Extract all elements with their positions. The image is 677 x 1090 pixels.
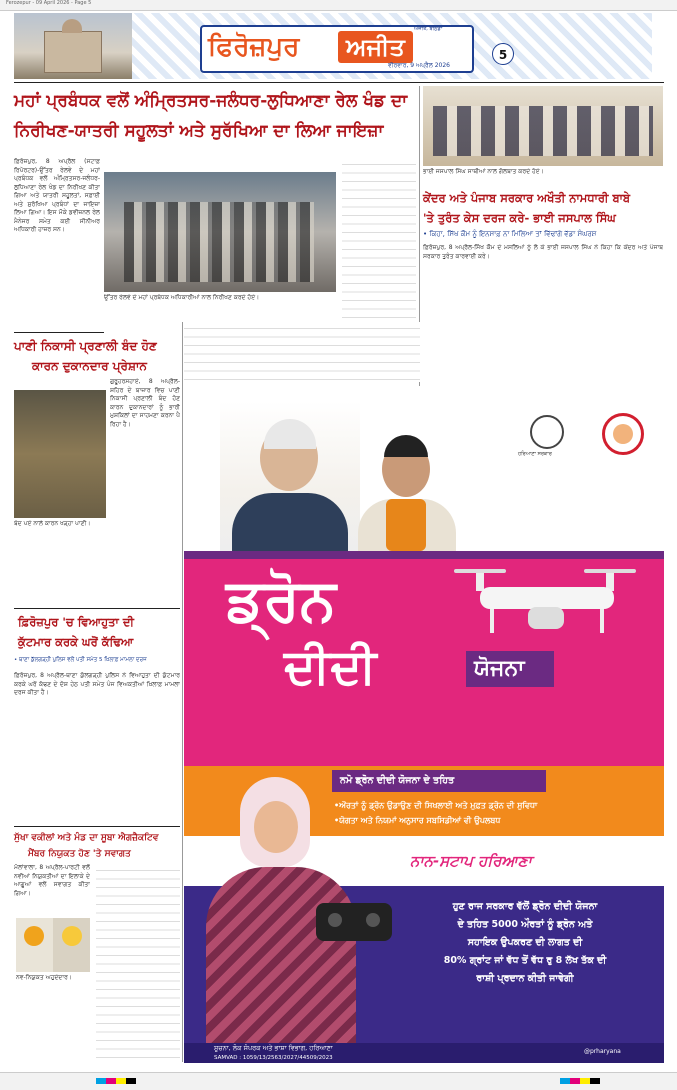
- ad-bullet-1: •ਔਰਤਾਂ ਨੂੰ ਡ੍ਰੋਨ ਉਡਾਉਣ ਦੀ ਸਿਖਲਾਈ ਅਤੇ ਮੁਫ਼ਤ ਡ੍ਰੋਨ ਦੀ ਸੁਵਿਧਾ: [334, 801, 538, 810]
- top-strip: [0, 0, 677, 11]
- lead-photo-caption: ਉੱਤਰ ਰੇਲਵੇ ਦੇ ਮਹਾਂ ਪ੍ਰਬੰਧਕ ਅਧਿਕਾਰੀਆਂ ਨਾਲ ਨਿਰੀਖਣ ਕਰਦੇ ਹੋਏ।: [104, 294, 260, 301]
- drain-caption: ਬੰਦ ਪਏ ਨਾਲੇ ਕਾਰਨ ਖੜ੍ਹਾ ਪਾਣੀ।: [14, 520, 91, 527]
- right-story-photo: [423, 86, 663, 166]
- ad-title-line-2: ਦੀਦੀ: [284, 639, 377, 695]
- sukha-caption: ਨਵ-ਨਿਯੁਕਤ ਅਹੁਦੇਦਾਰ।: [16, 974, 72, 981]
- masthead-right-title: ਅਜੀਤ: [338, 31, 413, 63]
- middle-filler-column: [184, 322, 420, 382]
- remote-controller-icon: [316, 903, 392, 941]
- right-headline-line-1: ਕੇਂਦਰ ਅਤੇ ਪੰਜਾਬ ਸਰਕਾਰ ਅਖੌਤੀ ਨਾਮਧਾਰੀ ਬਾਬੇ: [423, 191, 631, 205]
- bottom-strip: [0, 1072, 677, 1090]
- ad-footer-dept: ਸੂਚਨਾ, ਲੋਕ ਸੰਪਰਕ ਅਤੇ ਭਾਸ਼ਾ ਵਿਭਾਗ, ਹਰਿਆਣਾ: [214, 1044, 333, 1052]
- wife-headline-line-2: ਕੁੱਟਮਾਰ ਕਰਕੇ ਘਰੋਂ ਕੱਢਿਆ: [18, 635, 134, 649]
- rule-drain: [14, 332, 104, 333]
- right-story-body: ਫ਼ਿਰੋਜ਼ਪੁਰ, 8 ਅਪ੍ਰੈਲ-ਸਿੱਖ ਕੌਮ ਦੇ ਮਸਲਿਆਂ ਨੂੰ ਲੈ ਕੇ ਭਾਈ ਜਸਪਾਲ ਸਿੰਘ ਨੇ ਕਿਹਾ ਕਿ ਕੇਂਦਰ ਅਤੇ ਪੰਜਾਬ ਸਰਕਾਰ ਤੁਰੰਤ ਕਾਰਵਾਈ ਕਰੇ।: [423, 244, 663, 260]
- leader-photo-1: [220, 401, 360, 551]
- issue-date: ਵੀਰਵਾਰ, 9 ਅਪ੍ਰੈਲ 2026: [388, 62, 450, 69]
- ad-pink-band: [184, 551, 664, 766]
- lead-story-body: ਫ਼ਿਰੋਜ਼ਪੁਰ, 8 ਅਪ੍ਰੈਲ (ਸਟਾਫ਼ ਰਿਪੋਰਟਰ)-ਉੱਤਰ ਰੇਲਵੇ ਦੇ ਮਹਾਂ ਪ੍ਰਬੰਧਕ ਵਲੋਂ ਅੰਮ੍ਰਿਤਸਰ-ਜਲੰਧਰ-ਲੁਧਿਆਣਾ ਰੇਲ ਖੰਡ ਦਾ ਨਿਰੀਖਣ ਕੀਤਾ ਗਿਆ ਅਤੇ ਯਾਤਰੀ ਸਹੂਲਤਾਂ, ਸਫ਼ਾਈ ਅਤੇ ਸੁਰੱਖਿਆ ਪ੍ਰਬੰਧਾਂ ਦਾ ਜਾਇਜ਼ਾ ਲਿਆ ਗਿਆ। ਇਸ ਮੌਕੇ ਡਵੀਜ਼ਨਲ ਰੇਲ ਮੈਨੇਜਰ ਸਮੇਤ ਕਈ ਸੀਨੀਅਰ ਅਧਿਕਾਰੀ ਹਾਜ਼ਰ ਸਨ।: [14, 158, 100, 233]
- drain-photo: [14, 390, 106, 518]
- dept-label: ਹਰਿਆਣਾ ਸਰਕਾਰ: [518, 451, 552, 457]
- lead-headline-line-2: ਨਿਰੀਖਣ-ਯਾਤਰੀ ਸਹੂਲਤਾਂ ਅਤੇ ਸੁਰੱਖਿਆ ਦਾ ਲਿਆ ਜਾਇਜ਼ਾ: [14, 121, 384, 141]
- ad-para-line-2: ਦੇ ਤਹਿਤ 5000 ਔਰਤਾਂ ਨੂੰ ਡ੍ਰੋਨ ਅਤੇ: [457, 919, 593, 930]
- woman-photo: [196, 771, 396, 1056]
- ad-para-line-3: ਸਹਾਇਕ ਉਪਕਰਣ ਦੀ ਲਾਗਤ ਦੀ: [467, 937, 583, 948]
- ad-paragraph: [394, 898, 656, 988]
- wife-body: ਫ਼ਿਰੋਜ਼ਪੁਰ, 8 ਅਪ੍ਰੈਲ-ਥਾਣਾ ਕੁੱਲਗੜ੍ਹੀ ਪੁਲਿਸ ਨੇ ਵਿਆਹੁਤਾ ਦੀ ਕੁੱਟਮਾਰ ਕਰਕੇ ਘਰੋਂ ਕੱਢਣ ਦੇ ਦੋਸ਼ ਹੇਠ ਪਤੀ ਸਮੇਤ ਪੰਜ ਵਿਅਕਤੀਆਂ ਖ਼ਿਲਾਫ਼ ਮਾਮਲਾ ਦਰਜ ਕੀਤਾ ਹੈ।: [14, 672, 180, 696]
- lead-headline-line-1: ਮਹਾਂ ਪ੍ਰਬੰਧਕ ਵਲੋਂ ਅੰਮ੍ਰਿਤਸਰ-ਜਲੰਧਰ-ਲੁਧਿਆਣਾ ਰੇਲ ਖੰਡ ਦਾ: [14, 91, 408, 111]
- sukha-body-col-2: [96, 864, 180, 1060]
- masthead-building-photo: [14, 13, 132, 79]
- drain-headline-line-2: ਕਾਰਨ ਦੁਕਾਨਦਾਰ ਪ੍ਰੇਸ਼ਾਨ: [32, 359, 147, 373]
- masthead-rule: [14, 82, 664, 83]
- drain-headline-line-1: ਪਾਣੀ ਨਿਕਾਸੀ ਪ੍ਰਣਾਲੀ ਬੰਦ ਹੋਣ: [14, 339, 157, 353]
- sukha-photo: [16, 918, 90, 972]
- drain-body: ਗੁਰੂਹਰਸਹਾਏ, 8 ਅਪ੍ਰੈਲ-ਸ਼ਹਿਰ ਦੇ ਬਾਜ਼ਾਰ ਵਿਚ ਪਾਣੀ ਨਿਕਾਸੀ ਪ੍ਰਣਾਲੀ ਬੰਦ ਹੋਣ ਕਾਰਨ ਦੁਕਾਨਦਾਰਾਂ ਨੂੰ ਭਾਰੀ ਮੁਸ਼ਕਿਲਾਂ ਦਾ ਸਾਹਮਣਾ ਕਰਨਾ ਪੈ ਰਿਹਾ ਹੈ।: [110, 378, 180, 428]
- ad-title-tag: ਯੋਜਨਾ: [474, 656, 525, 681]
- sukha-body: ਮੱਲਾਂਵਾਲਾ, 8 ਅਪ੍ਰੈਲ-ਪਾਰਟੀ ਵਲੋਂ ਨਵੀਆਂ ਨਿਯੁਕਤੀਆਂ ਦਾ ਇਲਾਕੇ ਦੇ ਆਗੂਆਂ ਵਲੋਂ ਸਵਾਗਤ ਕੀਤਾ ਗਿਆ।: [14, 864, 90, 897]
- sukha-headline-line-2: ਮੈਂਬਰ ਨਿਯੁਕਤ ਹੋਣ 'ਤੇ ਸਵਾਗਤ: [28, 849, 131, 859]
- lead-headline: [14, 86, 414, 146]
- edition-line: ਅਜੀਤ, ਬਠਿੰਡਾ: [414, 26, 443, 32]
- ad-para-line-1: ਹੁਣ ਰਾਜ ਸਰਕਾਰ ਵੱਲੋਂ ਡ੍ਰੋਨ ਦੀਦੀ ਯੋਜਨਾ: [452, 901, 598, 912]
- ad-bullet-2: •ਯੋਗਤਾ ਅਤੇ ਨਿਯਮਾਂ ਅਨੁਸਾਰ ਸਬਸਿਡੀਆਂ ਵੀ ਉਪਲਬਧ: [334, 816, 501, 825]
- color-registration-mark-2: [560, 1078, 600, 1084]
- right-story-headline: [423, 188, 667, 240]
- page-number: 5: [498, 48, 508, 62]
- right-headline-line-2: 'ਤੇ ਤੁਰੰਤ ਕੇਸ ਦਰਜ ਕਰੇ- ਭਾਈ ਜਸਪਾਲ ਸਿੰਘ: [423, 211, 616, 225]
- drone-didi-ad: [184, 391, 664, 1063]
- right-photo-caption: ਭਾਈ ਜਸਪਾਲ ਸਿੰਘ ਸਾਥੀਆਂ ਨਾਲ ਗੱਲਬਾਤ ਕਰਦੇ ਹੋਏ।: [423, 168, 544, 175]
- ad-title-tag-box: [466, 651, 554, 687]
- masthead: [14, 13, 664, 79]
- leader-photo-2: [352, 431, 462, 551]
- wife-headline-line-1: ਫ਼ਿਰੋਜ਼ਪੁਰ 'ਚ ਵਿਆਹੁਤਾ ਦੀ: [18, 615, 134, 629]
- color-registration-mark: [96, 1078, 136, 1084]
- ad-para-line-5: ਰਾਸ਼ੀ ਪ੍ਰਦਾਨ ਕੀਤੀ ਜਾਵੇਗੀ: [476, 973, 574, 984]
- sukha-headline-line-1: ਸੁੱਖਾ ਵਕੀਲਾਂ ਅਤੇ ਮੰਡ ਦਾ ਸੂਬਾ ਐਗਜ਼ੈਕਟਿਵ: [14, 833, 159, 843]
- ad-footer: [184, 1043, 664, 1063]
- ad-samvad: SAMVAD : 1059/13/2563/2027/44509/2023: [214, 1055, 333, 1061]
- ad-para-line-4: 80% ਗ੍ਰਾਂਟ ਜਾਂ ਵੱਧ ਤੋਂ ਵੱਧ ਰੁ 8 ਲੱਖ ਤੱਕ ਦੀ: [443, 955, 607, 966]
- ad-banner: [332, 770, 546, 792]
- lead-story-photo: [104, 172, 336, 292]
- wife-subhead: • ਥਾਣਾ ਕੁੱਲਗੜ੍ਹੀ ਪੁਲਿਸ ਵਲੋਂ ਪਤੀ ਸਮੇਤ 5 ਖ਼ਿਲਾਫ਼ ਮਾਮਲਾ ਦਰਜ: [14, 657, 147, 663]
- ad-slogan: ਨਾਨ-ਸਟਾਪ ਹਰਿਆਣਾ: [410, 852, 532, 870]
- drain-headline: [14, 336, 184, 376]
- masthead-title-box: [200, 25, 474, 73]
- ad-social-handle: @prharyana: [584, 1048, 621, 1055]
- ad-top-panel: [184, 391, 664, 551]
- drone-illustration: [450, 561, 640, 641]
- page-number-badge: [492, 43, 514, 65]
- right-story-subhead: • ਕਿਹਾ, ਸਿੱਖ ਕੌਮ ਨੂੰ ਇਨਸਾਫ਼ ਨਾ ਮਿਲਿਆ ਤਾਂ ਵਿੱਢਾਂਗੇ ਵੱਡਾ ਸੰਘਰਸ਼: [423, 230, 597, 238]
- sukha-headline: [14, 830, 180, 862]
- mascot-logo-icon: [602, 413, 644, 455]
- column-rule-2: [182, 322, 183, 1062]
- haryana-govt-emblem-icon: [530, 415, 564, 449]
- ad-banner-text: ਨਮੋ ਡ੍ਰੋਨ ਦੀਦੀ ਯੋਜਨਾ ਦੇ ਤਹਿਤ: [340, 775, 455, 786]
- wife-headline: [18, 612, 184, 652]
- rule-sukha: [14, 826, 180, 827]
- ad-title-line-1: ਡ੍ਰੋਨ: [226, 566, 336, 634]
- masthead-left-title: ਫਿਰੋਜ਼ਪੁਰ: [208, 32, 300, 62]
- rule-wife: [14, 608, 180, 609]
- strip-text: Ferozepur - 09 April 2026 - Page 5: [6, 0, 92, 6]
